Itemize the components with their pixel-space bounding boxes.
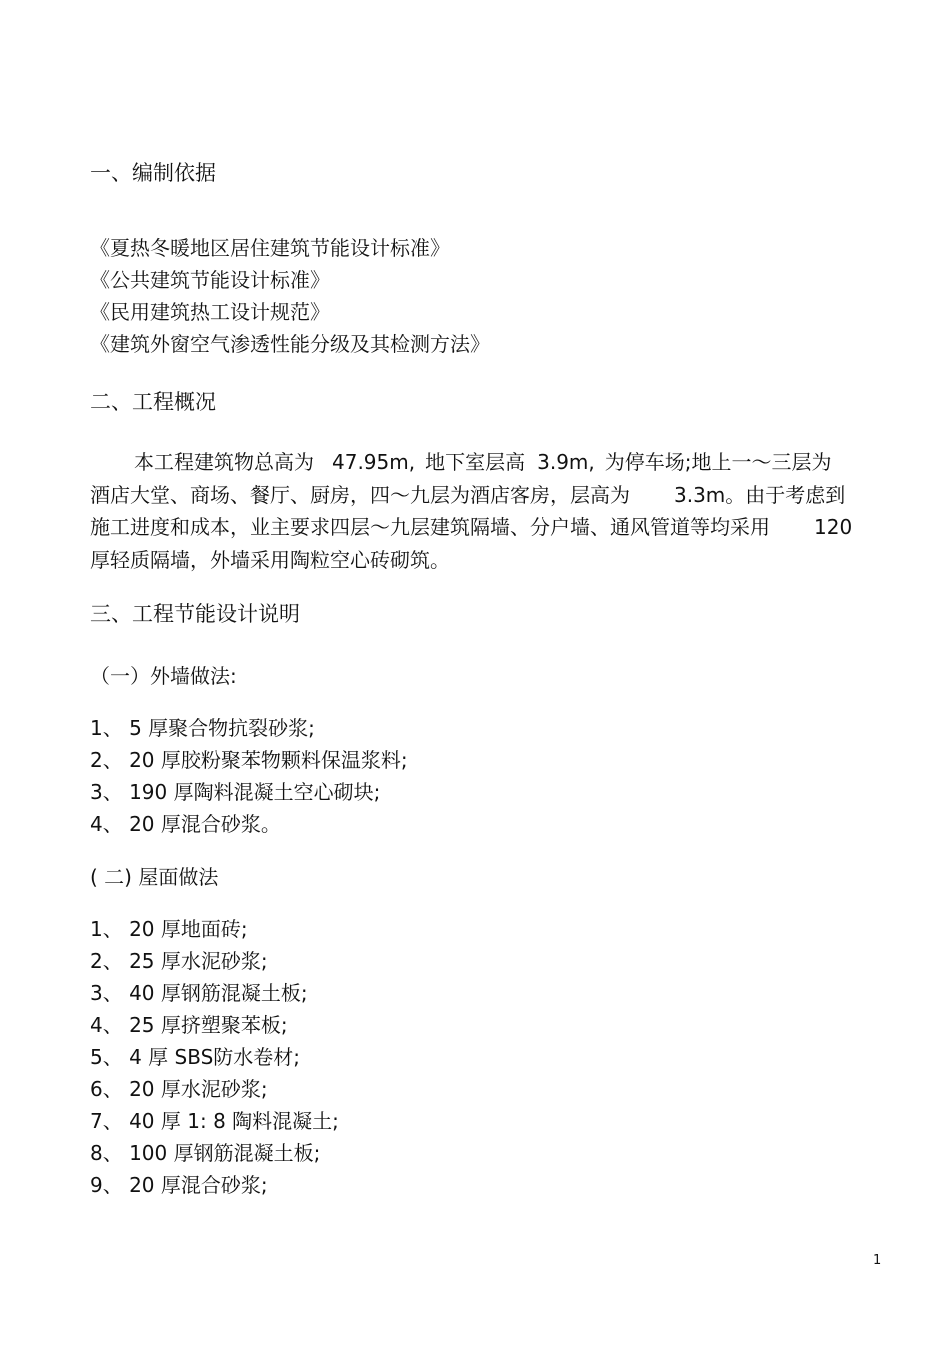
wall-list-item: 4、 20 厚混合砂浆。 (90, 812, 281, 836)
roof-list-item: 6、 20 厚水泥砂浆; (90, 1077, 268, 1101)
roof-list-item: 1、 20 厚地面砖; (90, 917, 248, 941)
reference-item: 《民用建筑热工设计规范》 (90, 300, 330, 324)
reference-item: 《建筑外窗空气渗透性能分级及其检测方法》 (90, 332, 490, 356)
roof-list-item: 3、 40 厚钢筋混凝土板; (90, 981, 308, 1005)
roof-list-item: 9、 20 厚混合砂浆; (90, 1173, 268, 1197)
overview-line-4: 厚轻质隔墙，外墙采用陶粒空心砖砌筑。 (90, 547, 450, 572)
roof-list-item: 2、 25 厚水泥砂浆; (90, 949, 268, 973)
overview-line-2: 酒店大堂、商场、餐厅、厨房，四～九层为酒店客房，层高为 3.3m。由于考虑到 (90, 482, 846, 507)
roof-list-item: 7、 40 厚 1: 8 陶料混凝土; (90, 1109, 339, 1133)
wall-list-item: 1、 5 厚聚合物抗裂砂浆; (90, 716, 315, 740)
overview-line-1: 本工程建筑物总高为 47.95m, 地下室层高 3.9m, 为停车场;地上一～三层为 (134, 450, 832, 474)
section-title-basis: 一、编制依据 (90, 161, 216, 185)
reference-item: 《夏热冬暖地区居住建筑节能设计标准》 (90, 236, 450, 260)
roof-list-item: 8、 100 厚钢筋混凝土板; (90, 1141, 321, 1165)
section-title-overview: 二、工程概况 (90, 390, 216, 414)
reference-item: 《公共建筑节能设计标准》 (90, 268, 330, 292)
page-number: 1 (873, 1253, 882, 1268)
roof-list-item: 5、 4 厚 SBS防水卷材; (90, 1045, 301, 1069)
roof-list-item: 4、 25 厚挤塑聚苯板; (90, 1013, 288, 1037)
subsection-title-roof: ( 二) 屋面做法 (90, 865, 219, 889)
wall-list-item: 3、 190 厚陶料混凝土空心砌块; (90, 780, 381, 804)
section-title-energy-design: 三、工程节能设计说明 (90, 602, 300, 626)
overview-line-3: 施工进度和成本，业主要求四层～九层建筑隔墙、分户墙、通风管道等均采用 120 (90, 515, 853, 539)
wall-list-item: 2、 20 厚胶粉聚苯物颗料保温浆料; (90, 748, 408, 772)
overview-paragraph (90, 446, 890, 576)
subsection-title-wall: （一）外墙做法: (90, 664, 237, 688)
